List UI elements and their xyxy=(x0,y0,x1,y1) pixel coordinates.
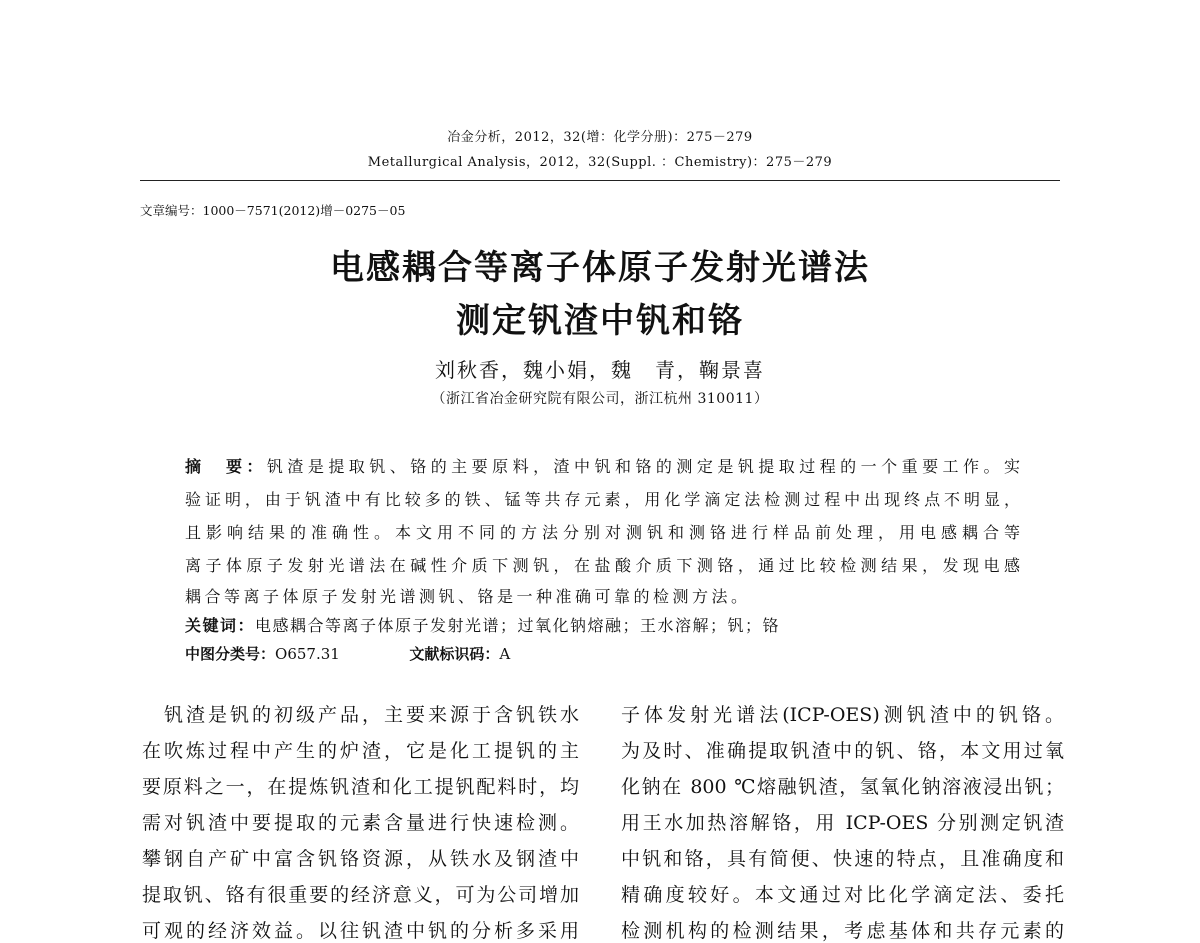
title-line-1: 电感耦合等离子体原子发射光谱法 xyxy=(330,248,870,288)
body-text: 中钒和铬，具有简便、快速的特点，且准确度和 xyxy=(621,848,1064,870)
authors: 刘秋香，魏小娟，魏 青，鞠景喜 xyxy=(435,358,765,382)
affiliation: （浙江省冶金研究院有限公司，浙江杭州 310011） xyxy=(431,391,769,407)
body-text: 提取钒、铬有很重要的经济意义，可为公司增加 xyxy=(142,884,579,906)
abstract-text: 离子体原子发射光谱法在碱性介质下测钒，在盐酸介质下测铬，通过比较检测结果，发现电感 xyxy=(185,556,1020,575)
keywords-text: 电感耦合等离子体原子发射光谱；过氧化钠熔融；王水溶解；钒；铬 xyxy=(255,616,781,635)
body-text: 要原料之一，在提炼钒渣和化工提钒配料时，均 xyxy=(142,776,579,798)
title-line-2: 测定钒渣中钒和铬 xyxy=(456,301,744,341)
body-text: 攀钢自产矿中富含钒铬资源，从铁水及钢渣中 xyxy=(142,848,579,870)
body-right-line xyxy=(621,772,1064,796)
body-left-line xyxy=(142,772,579,796)
body-right-line xyxy=(621,880,1064,904)
body-right-line xyxy=(621,916,1064,940)
body-text: 用王水加热溶解铬，用 ICP-OES 分别测定钒渣 xyxy=(621,812,1064,834)
body-text: 钒渣是钒的初级产品，主要来源于含钒铁水 xyxy=(142,704,579,726)
abstract-line xyxy=(185,520,1020,540)
body-left-line xyxy=(142,736,579,760)
body-right-line xyxy=(621,808,1064,832)
header-rule xyxy=(140,180,1060,181)
body-text: 在吹炼过程中产生的炉渣，它是化工提钒的主 xyxy=(142,740,579,762)
body-text: 精确度较好。本文通过对比化学滴定法、委托 xyxy=(621,884,1064,906)
keywords-label: 关键词： xyxy=(185,616,256,635)
abstract-line xyxy=(185,584,751,604)
abstract-label: 摘 要： xyxy=(185,457,267,476)
document-code-label: 文献标识码： xyxy=(409,645,500,663)
keywords xyxy=(185,613,780,636)
abstract-line xyxy=(185,487,1020,507)
abstract-text: 验证明，由于钒渣中有比较多的铁、锰等共存元素，用化学滴定法检测过程中出现终点不明显， xyxy=(185,490,1020,509)
body-text: 化钠在 800 ℃熔融钒渣，氢氧化钠溶液浸出钒； xyxy=(621,776,1064,798)
classification-value: O657.31 xyxy=(275,645,340,663)
abstract-line xyxy=(185,454,1020,474)
journal-citation-cn: 冶金分析，2012，32(增：化学分册)：275－279 xyxy=(447,130,753,145)
body-right-line xyxy=(621,700,1064,724)
body-text: 子体发射光谱法(ICP-OES)测钒渣中的钒铬。 xyxy=(621,704,1064,726)
abstract-text: 且影响结果的准确性。本文用不同的方法分别对测钒和测铬进行样品前处理，用电感耦合等 xyxy=(185,523,1020,542)
document-code-value: A xyxy=(499,645,511,663)
body-right-line xyxy=(621,844,1064,868)
body-left-line xyxy=(142,808,579,832)
classification-label: 中图分类号： xyxy=(185,645,276,663)
body-left-line xyxy=(142,700,579,724)
body-left-line xyxy=(142,844,579,868)
article-number: 文章编号：1000－7571(2012)增－0275－05 xyxy=(140,203,406,218)
abstract-line xyxy=(185,553,1020,573)
body-right-line xyxy=(621,736,1064,760)
body-text: 为及时、准确提取钒渣中的钒、铬，本文用过氧 xyxy=(621,740,1064,762)
body-text: 检测机构的检测结果，考虑基体和共存元素的 xyxy=(621,920,1064,942)
body-text: 需对钒渣中要提取的元素含量进行快速检测。 xyxy=(142,812,579,834)
body-left-line xyxy=(142,916,579,940)
classification xyxy=(185,643,510,664)
abstract-text: 钒渣是提取钒、铬的主要原料，渣中钒和铬的测定是钒提取过程的一个重要工作。实 xyxy=(266,457,1020,476)
abstract-text: 耦合等离子体原子发射光谱测钒、铬是一种准确可靠的检测方法。 xyxy=(185,587,751,606)
body-text: 可观的经济效益。以往钒渣中钒的分析多采用 xyxy=(142,920,579,942)
body-left-line xyxy=(142,880,579,904)
journal-citation-en: Metallurgical Analysis，2012，32(Suppl. ：Chemistry)：275－279 xyxy=(367,155,833,170)
